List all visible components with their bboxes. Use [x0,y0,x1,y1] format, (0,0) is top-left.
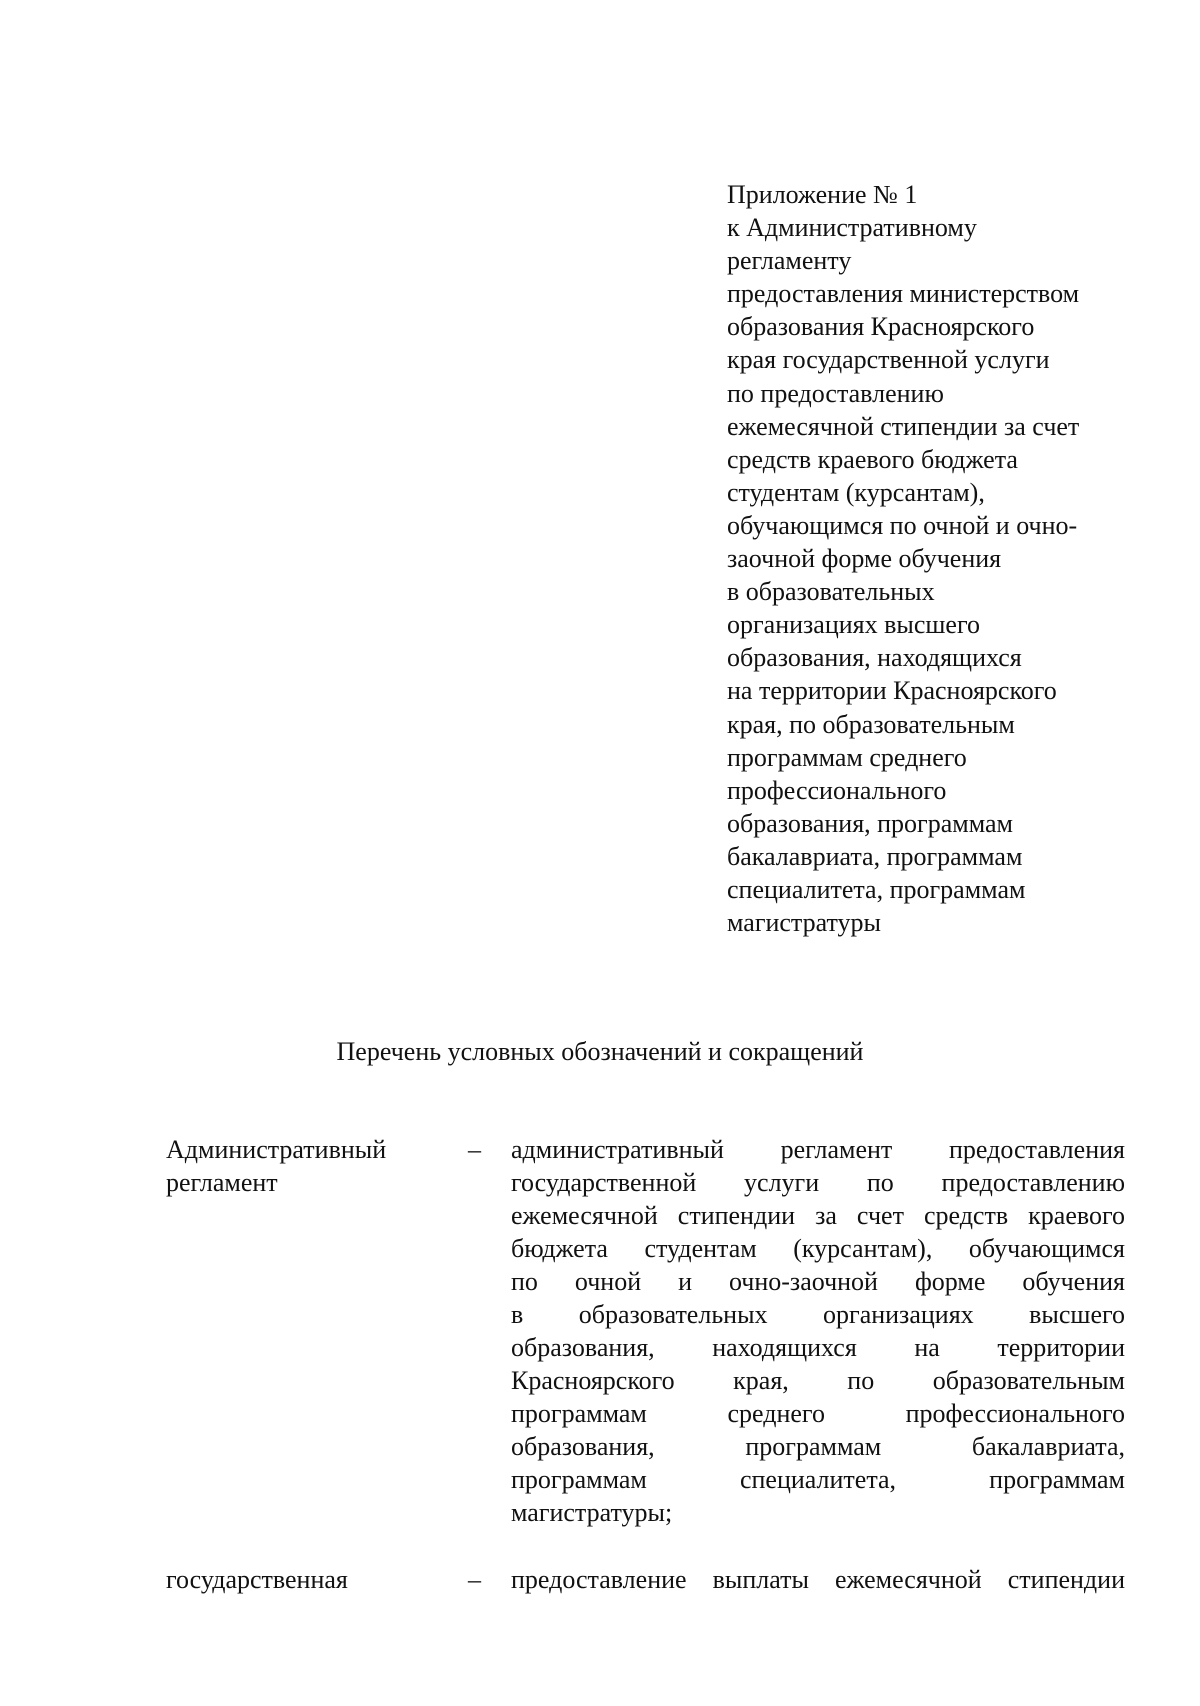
appendix-line: профессионального [727,775,947,805]
list-heading: Перечень условных обозначений и сокращений [336,1037,864,1066]
appendix-line: образования, находящихся [727,643,1022,673]
term-line: Административный [166,1135,387,1164]
appendix-line: ежемесячной стипендии за счет [727,411,1080,441]
glossary-term [166,1563,456,1596]
definition-line: по очной и очно-заочной форме обучения [511,1267,1125,1296]
appendix-line: по предоставлению [727,378,944,408]
appendix-header-block [727,178,1167,939]
appendix-line: обучающимся по очной и очно- [727,510,1078,540]
appendix-line: регламенту [727,246,852,276]
definition-line: образования, находящихся на территории [511,1333,1125,1362]
term-line: государственная [166,1565,348,1594]
appendix-line: организациях высшего [727,610,980,640]
appendix-line: края государственной услуги [727,345,1050,375]
definition-line: магистратуры; [511,1498,673,1527]
em-dash: – [468,1135,481,1164]
appendix-line: студентам (курсантам), [727,477,985,507]
definition-line: бюджета студентам (курсантам), обучающимся [511,1234,1125,1263]
appendix-line: бакалавриата, программам [727,841,1023,871]
appendix-line: предоставления министерством [727,279,1080,309]
definition-line: Красноярского края, по образовательным [511,1366,1125,1395]
appendix-line: Приложение № 1 [727,180,918,209]
appendix-line: края, по образовательным [727,709,1015,739]
definition-line: программам специалитета, программам [511,1465,1125,1494]
glossary-definition [511,1563,1125,1596]
definition-line: образования, программам бакалавриата, [511,1432,1125,1461]
appendix-line: к Административному [727,213,977,243]
appendix-line: на территории Красноярского [727,676,1057,706]
em-dash: – [468,1565,481,1594]
definition-line: программам среднего профессионального [511,1399,1125,1428]
appendix-line: образования, программам [727,808,1013,838]
term-line: регламент [166,1168,278,1197]
glossary-term [166,1133,456,1199]
appendix-line: заочной форме обучения [727,544,1002,574]
definition-line: в образовательных организациях высшего [511,1300,1125,1329]
appendix-line: магистратуры [727,908,881,938]
appendix-line: программам среднего [727,742,967,772]
definition-line: государственной услуги по предоставлению [511,1168,1125,1197]
definition-line: ежемесячной стипендии за счет средств краевого [511,1201,1125,1230]
appendix-line: в образовательных [727,577,935,607]
appendix-line: специалитета, программам [727,874,1026,904]
appendix-line: средств краевого бюджета [727,444,1018,474]
appendix-line: образования Красноярского [727,312,1035,342]
glossary-definition [511,1133,1125,1529]
definition-line: предоставление выплаты ежемесячной стипендии [511,1565,1125,1594]
definition-line: административный регламент предоставления [511,1135,1125,1164]
